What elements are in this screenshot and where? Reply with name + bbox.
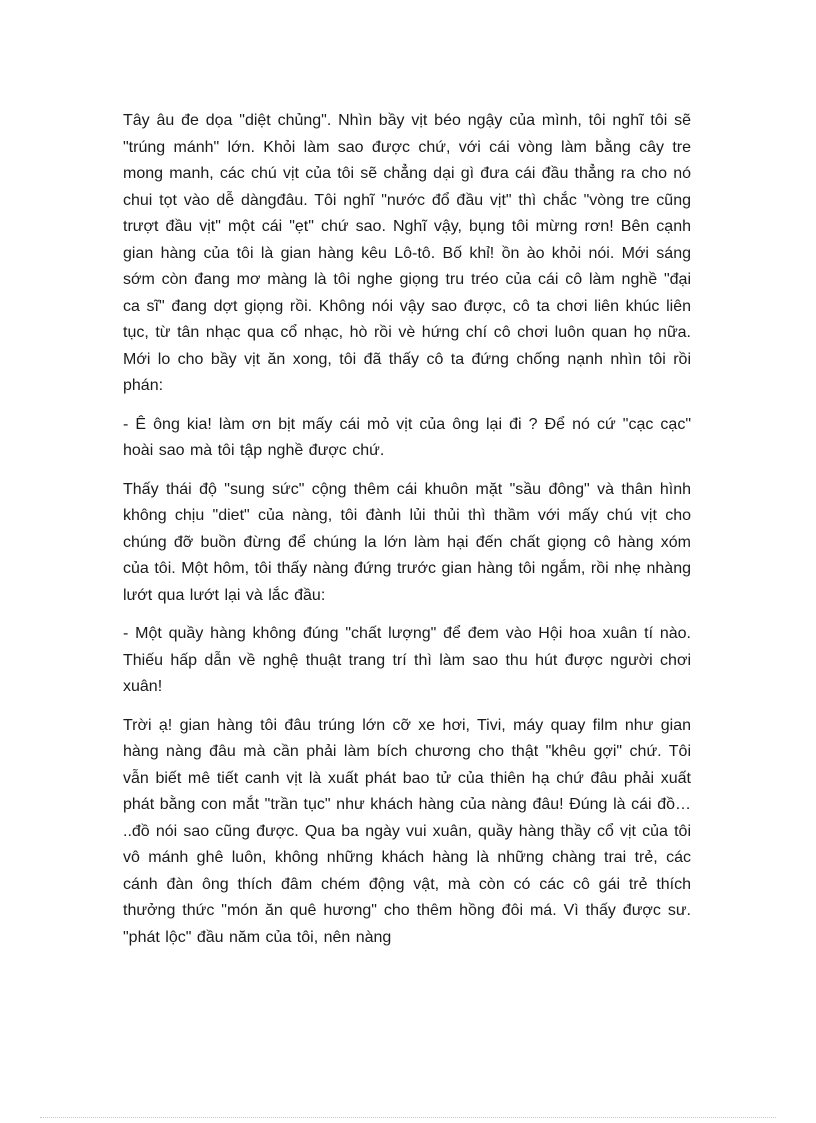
paragraph: Tây âu đe dọa "diệt chủng". Nhìn bầy vịt béo ngậy của mình, tôi nghĩ tôi sẽ "trúng mánh" lớn. Khỏi làm sao được chứ, với cái vòng làm bằng cây tre mong manh, các chú vịt của tôi sẽ chẳng dại gì đưa cái đầu thẳng ra cho nó chui tọt vào dễ dàngđâu. Tôi nghĩ "nước đổ đầu vịt" thì chắc "vòng tre cũng trượt đầu vịt" một cái "ẹt" chứ sao. Nghĩ vậy, bụng tôi mừng rơn! Bên cạnh gian hàng của tôi là gian hàng kêu Lô-tô. Bố khỉ! ồn ào khỏi nói. Mới sáng sớm còn đang mơ màng là tôi nghe giọng tru tréo của cái cô làm nghề "đại ca sĩ" đang dợt giọng rồi. Không nói vậy sao được, cô ta chơi liên khúc liên tục, từ tân nhạc qua cổ nhạc, hò rồi vè hứng chí cô chơi luôn quan họ nữa. Mới lo cho bầy vịt ăn xong, tôi đã thấy cô ta đứng chống nạnh nhìn tôi rồi phán: [123, 112, 691, 394]
page-bottom-divider [40, 1117, 776, 1118]
paragraph: - Ê ông kia! làm ơn bịt mấy cái mỏ vịt của ông lại đi ? Để nó cứ "cạc cạc" hoài sao mà tôi tập nghề được chứ. [123, 415, 691, 459]
paragraph: Thấy thái độ "sung sức" cộng thêm cái khuôn mặt "sầu đông" và thân hình không chịu "diet" của nàng, tôi đành lủi thủi thì thầm với mấy chú vịt cho chúng đỡ buồn đừng để chúng la lớn làm hại đến chất giọng cô hàng xóm của tôi. Một hôm, tôi thấy nàng đứng trước gian hàng tôi ngắm, rồi nhẹ nhàng lướt qua lướt lại và lắc đầu: [123, 480, 691, 604]
document-body [123, 108, 691, 963]
paragraph: Trời ạ! gian hàng tôi đâu trúng lớn cỡ xe hơi, Tivi, máy quay film như gian hàng nàng đâu mà cần phải làm bích chương cho thật "khêu gợi" chứ. Tôi vẫn biết mê tiết canh vịt là xuất phát bao tử của thiên hạ chứ đâu phải xuất phát bằng con mắt "trần tục" như khách hàng của nàng đâu! Đúng là cái đồ… ..đồ nói sao cũng được. Qua ba ngày vui xuân, quầy hàng thầy cổ vịt của tôi vô mánh ghê luôn, không những khách hàng là những chàng trai trẻ, các cánh đàn ông thích đâm chém động vật, mà còn có các cô gái trẻ thích thưởng thức "món ăn quê hương" cho thêm hồng đôi má. Vì thấy được sư. "phát lộc" đầu năm của tôi, nên nàng [123, 716, 691, 946]
paragraph: - Một quầy hàng không đúng "chất lượng" để đem vào Hội hoa xuân tí nào. Thiếu hấp dẫn về nghệ thuật trang trí thì làm sao thu hút được người chơi xuân! [123, 625, 691, 695]
